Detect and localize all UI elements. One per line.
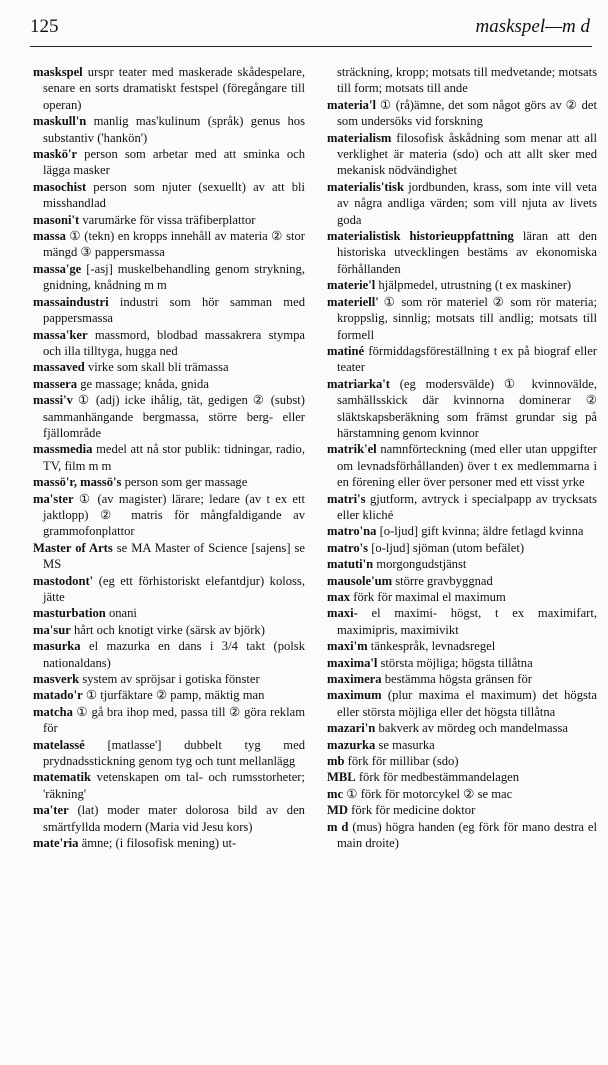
entry-headword: max xyxy=(327,590,351,604)
entry-headword: matado'r xyxy=(33,688,83,703)
entry-definition: urspr teater med maskerade skådespelare, senare en sorts dramatiskt festspel (föregångare till operan) xyxy=(43,65,305,112)
entry-headword: mastodont' xyxy=(33,573,94,588)
entry-definition: namnförteckning (med eller utan uppgifter om levnadsförhållanden) över t ex medlemmarna i en förening eller över personer med ett visst yrke xyxy=(337,442,597,490)
entry-headword: masoni't xyxy=(33,212,80,227)
entry-headword: maxi'm xyxy=(327,639,368,654)
entry-definition: person som arbetar med att sminka och lägga masker xyxy=(43,147,306,178)
dictionary-entry xyxy=(33,113,305,146)
left-column xyxy=(33,64,305,852)
dictionary-entry xyxy=(33,359,305,375)
entry-headword: mazari'n xyxy=(327,721,376,736)
entry-headword: MD xyxy=(327,803,348,818)
entry-definition: massmord, blodbad massakrera stympa och illa tilltyga, hugga ned xyxy=(43,327,305,358)
entry-definition: största möjliga; högsta tillåtna xyxy=(380,655,533,670)
dictionary-entry xyxy=(327,819,597,852)
entry-headword: MBL xyxy=(327,770,356,785)
dictionary-entry xyxy=(33,376,305,392)
dictionary-entry xyxy=(327,786,597,802)
entry-headword: materie'l xyxy=(327,278,376,293)
entry-definition: el mazurka en dans i 3/4 takt (polsk nationaldans) xyxy=(43,639,305,670)
entry-headword: materialis'tisk xyxy=(327,179,404,194)
dictionary-entry xyxy=(33,737,305,770)
dictionary-entry xyxy=(327,720,597,736)
dictionary-entry xyxy=(327,802,597,818)
entry-headword: materialism xyxy=(327,130,392,145)
entry-definition: morgongudstjänst xyxy=(376,557,467,572)
entry-definition: jordbunden, krass, som inte vill veta av några andliga värden; som vill njuta av livets goda xyxy=(337,179,597,227)
entry-definition: bestämma högsta gränsen för xyxy=(384,672,532,687)
entry-headword: materiell' xyxy=(327,294,379,309)
dictionary-entry xyxy=(327,540,597,556)
entry-definition: ① tjurfäktare ② pamp, mäktig man xyxy=(85,688,265,703)
entry-headword: massaved xyxy=(33,360,85,375)
dictionary-entry xyxy=(33,327,305,360)
entry-headword: maskö'r xyxy=(33,147,78,162)
entry-headword: maskull'n xyxy=(33,114,87,129)
dictionary-entry xyxy=(327,753,597,769)
entry-headword: mb xyxy=(327,754,345,769)
dictionary-entry xyxy=(33,441,305,474)
entry-definition: bakverk av mördeg och mandelmassa xyxy=(378,721,568,736)
entry-definition: hårt och knotigt virke (särsk av björk) xyxy=(73,622,265,637)
entry-headword: matri's xyxy=(327,491,366,506)
dictionary-entry xyxy=(33,64,305,113)
entry-headword: maxima'l xyxy=(327,655,378,670)
entry-definition: ① (adj) icke ihålig, tät, gedigen ② (subst) sammanhängande bergmassa, större berg- eller fjällområde xyxy=(43,393,305,440)
entry-headword: masturbation xyxy=(33,606,106,621)
entry-definition: industri som hör samman med pappersmassa xyxy=(43,294,305,326)
dictionary-entry xyxy=(327,687,597,720)
header-rule xyxy=(30,46,592,47)
dictionary-entry xyxy=(33,573,305,606)
entry-headword: materialistisk historieuppfattning xyxy=(327,229,514,244)
dictionary-entry xyxy=(33,474,305,490)
dictionary-entry xyxy=(327,228,597,277)
entry-definition: el maximi- högst, t ex maximifart, maximipris, maximivikt xyxy=(337,606,597,637)
dictionary-entry xyxy=(327,655,597,671)
entry-definition: ① (av magister) lärare; ledare (av t ex ett jaktlopp) ② matris för mångfaldigande av grammofonplattor xyxy=(43,491,305,539)
dictionary-entry xyxy=(33,212,305,228)
dictionary-entry xyxy=(33,540,305,573)
dictionary-entry xyxy=(327,491,597,524)
entry-definition: ① gå bra ihop med, passa till ② göra reklam för xyxy=(43,704,305,736)
entry-definition: ge massage; knåda, gnida xyxy=(80,376,209,391)
entry-definition: system av spröjsar i gotiska fönster xyxy=(82,672,260,687)
entry-headword: masverk xyxy=(33,672,80,687)
entry-definition: (plur maxima el maximum) det högsta eller största möjliga eller det högsta tillåtna xyxy=(337,688,597,719)
entry-definition: manlig mas'kulinum (språk) genus hos substantiv ('hankön') xyxy=(43,114,305,145)
entry-definition: hjälpmedel, utrustning (t ex maskiner) xyxy=(378,278,572,293)
entry-headword: matuti'n xyxy=(327,557,374,572)
entry-definition: förk för medbestämmandelagen xyxy=(358,770,520,785)
dictionary-entry xyxy=(327,441,597,490)
dictionary-entry xyxy=(33,294,305,327)
right-column xyxy=(327,64,597,852)
dictionary-entry xyxy=(327,130,597,179)
entry-definition: förk för millibar (sdo) xyxy=(347,754,459,769)
entry-headword: massi'v xyxy=(33,393,73,408)
entry-headword: massera xyxy=(33,376,78,391)
dictionary-entry xyxy=(33,769,305,802)
entry-definition: onani xyxy=(108,606,137,621)
entry-headword: maximum xyxy=(327,688,382,703)
entry-definition: (lat) moder mater dolorosa bild av den smärtfyllda modern (Maria vid Jesu kors) xyxy=(43,803,305,834)
entry-definition: [matlasse'] dubbelt tyg med prydnadsstickning genom tyg och tunt mellanlägg xyxy=(43,737,305,769)
dictionary-entry xyxy=(327,671,597,687)
entry-headword: matcha xyxy=(33,704,73,719)
dictionary-entry xyxy=(33,802,305,835)
entry-definition: se masurka xyxy=(378,737,435,752)
entry-headword: massa xyxy=(33,229,66,244)
dictionary-entry xyxy=(327,769,597,785)
dictionary-entry xyxy=(33,687,305,703)
entry-definition: (eg ett förhistoriskt elefantdjur) koloss, jätte xyxy=(43,573,305,604)
entry-definition: ämne; (i filosofisk mening) ut- xyxy=(81,836,237,851)
entry-headword: Master of Arts xyxy=(33,540,113,555)
entry-definition: större gravbyggnad xyxy=(395,573,493,588)
dictionary-entry xyxy=(33,835,305,851)
entry-definition: virke som skall bli trämassa xyxy=(87,360,229,375)
entry-definition: filosofisk åskådning som menar att all verklighet är materia (sdo) och att allt sker med mekanisk nödvändighet xyxy=(337,130,597,178)
entry-definition: förk för medicine doktor xyxy=(351,803,476,818)
dictionary-entry xyxy=(327,343,597,376)
dictionary-entry xyxy=(327,737,597,753)
entry-headword: maxi- xyxy=(327,606,358,621)
dictionary-entry xyxy=(327,523,597,539)
entry-headword: ma'ster xyxy=(33,491,74,506)
dictionary-entry xyxy=(33,261,305,294)
dictionary-entry xyxy=(33,622,305,638)
entry-definition: (mus) högra handen (eg förk för mano destra el main droite) xyxy=(337,819,597,851)
dictionary-entry xyxy=(327,277,597,293)
entry-definition: medel att nå stor publik: tidningar, radio, TV, film m m xyxy=(43,442,305,473)
entry-headword: m d xyxy=(327,819,349,834)
entry-definition: sträckning, kropp; motsats till medvetande; motsats till form; motsats till ande xyxy=(337,65,597,96)
entry-headword: massmedia xyxy=(33,442,93,457)
dictionary-entry xyxy=(327,556,597,572)
entry-headword: ma'ter xyxy=(33,803,69,818)
entry-headword: mate'ria xyxy=(33,836,79,851)
entry-definition: ① som rör materiel ② som rör materia; kroppslig, sinnlig; motsats till andlig; motsats till formell xyxy=(337,294,597,342)
entry-headword: matrik'el xyxy=(327,442,377,457)
dictionary-entry xyxy=(327,376,597,442)
dictionary-entry xyxy=(33,392,305,441)
entry-headword: materia'l xyxy=(327,97,376,112)
entry-headword: matriarka't xyxy=(327,376,390,391)
entry-headword: massö'r, massö's xyxy=(33,475,122,490)
entry-headword: mazurka xyxy=(327,737,376,752)
dictionary-entry xyxy=(327,179,597,228)
entry-headword: maskspel xyxy=(33,65,83,79)
entry-headword: matelassé xyxy=(33,737,85,752)
entry-definition: tänkespråk, levnadsregel xyxy=(370,639,496,654)
running-head: maskspel—m d xyxy=(475,16,590,37)
dictionary-entry xyxy=(33,179,305,212)
page-header xyxy=(30,16,590,46)
dictionary-entry xyxy=(327,589,597,605)
dictionary-entry xyxy=(327,294,597,343)
dictionary-entry xyxy=(33,704,305,737)
entry-definition: (eg modersvälde) ① kvinnovälde, samhällsskick där kvinnorna dominerar ② släktskapsberäkning som främst grundar sig på härstamning genom kvinnor xyxy=(337,376,597,440)
entry-definition: person som ger massage xyxy=(124,475,248,490)
entry-headword: massa'ker xyxy=(33,327,88,342)
entry-headword: mc xyxy=(327,786,344,801)
entry-headword: maximera xyxy=(327,672,382,687)
dictionary-entry xyxy=(33,638,305,671)
entry-definition: ① (tekn) en kropps innehåll av materia ② stor mängd ③ pappersmassa xyxy=(43,229,306,260)
entry-definition: förk för maximal el maximum xyxy=(353,590,506,604)
dictionary-entry xyxy=(33,228,305,261)
dictionary-entry xyxy=(33,146,305,179)
entry-headword: masurka xyxy=(33,639,81,654)
entry-definition: person som njuter (sexuellt) av att bli misshandlad xyxy=(43,179,305,211)
entry-definition: [o-ljud] gift kvinna; äldre fetlagd kvinna xyxy=(379,524,584,539)
entry-definition: vetenskapen om tal- och rumsstorheter; 'räkning' xyxy=(43,770,305,801)
entry-headword: matematik xyxy=(33,770,92,785)
entry-definition: [-asj] muskelbehandling genom strykning, gnidning, knådning m m xyxy=(43,261,305,293)
dictionary-entry xyxy=(327,605,597,638)
dictionary-entry xyxy=(33,491,305,540)
entry-headword: matro'na xyxy=(327,524,377,539)
entry-definition: läran att den historiska utvecklingen bestäms av ekonomiska förhållanden xyxy=(337,229,597,276)
entry-headword: massa'ge xyxy=(33,261,82,276)
entry-headword: ma'sur xyxy=(33,622,71,637)
entry-headword: mausole'um xyxy=(327,573,393,588)
dictionary-entry xyxy=(327,64,597,97)
entry-definition: varumärke för vissa träfiberplattor xyxy=(82,212,256,227)
dictionary-entry xyxy=(327,97,597,130)
page-number: 125 xyxy=(30,16,59,37)
entry-definition: förmiddagsföreställning t ex på biograf eller teater xyxy=(337,343,598,375)
dictionary-entry xyxy=(33,605,305,621)
entry-headword: masochist xyxy=(33,179,87,194)
dictionary-entry xyxy=(327,573,597,589)
entry-definition: [o-ljud] sjöman (utom befälet) xyxy=(371,540,525,555)
entry-headword: matro's xyxy=(327,540,369,555)
entry-definition: gjutform, avtryck i specialpapp av trycksats eller kliché xyxy=(337,491,598,522)
entry-definition: se MA Master of Science [sajens] se MS xyxy=(43,540,305,572)
entry-headword: matiné xyxy=(327,343,365,358)
dictionary-entry xyxy=(327,638,597,654)
entry-headword: massaindustri xyxy=(33,294,109,309)
entry-definition: ① förk för motorcykel ② se mac xyxy=(346,786,513,801)
dictionary-entry xyxy=(33,671,305,687)
entry-definition: ① (rå)ämne, det som något görs av ② det som undersöks vid forskning xyxy=(337,97,597,129)
